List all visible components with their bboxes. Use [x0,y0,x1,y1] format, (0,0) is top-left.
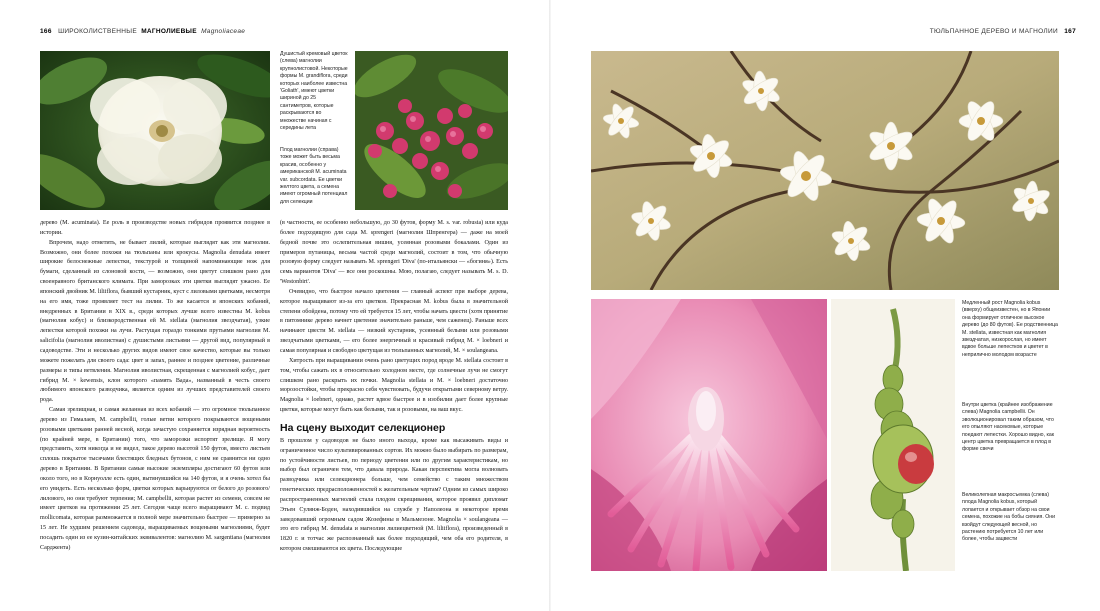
page-number-left: 166 [40,28,52,35]
caption-seed-pod: Великолепная макросъемка (слева) плода Magnolia kobus, который лопается и открывает обзор на свои семена, похожие на бобы сияния. Они взойдут следующей весной, но растению потребуется 10 лет или более, чтобы зацвести [962,492,1055,543]
paragraph: Очевидно, что быстрое начало цветения — главный аспект при выборе дерева, которое выращивают из-за его цветков. Прекрасная M. kobus была в значительной степени обойдена, потому что ей требуется 15 лет, чтобы начать цвести (хотя принятие в питомнике дерево начнет цветение значительно раньше, чем саженец). Раньше всех начинают цвести M. stellata — низкий кустарник, усеянный белыми или розовыми звездчатыми цветками, — его более энергичный и красивый гибрид M. × loebneri и самая популярная и свободно цветущая из тюльпанных магнолий, M. × soulangeana. [280,288,508,354]
caption-campbellii: Внутри цветка (крайнее изображение слева) Magnolia campbellii. Он эволюционировал таким образом, что его опыляют насекомые, которые поедают лепестки. Хорошо видно, как центр цветка превращается в плод в форме свечи [962,402,1054,453]
photo-magnolia-fruit [355,51,508,210]
caption-flower: Душистый кремовый цветок (слева) магнолии крупнолистовой. Некоторые формы M. grandiflora, среди которых наиболее известна 'Goliath', имеют цветки шириной до 25 сантиметров, которые раскрываются во множестве начиная с середины лета [280,51,348,132]
paragraph: Хитрость при выращивании очень рано цветущих пород вроде M. stellata состоит в том, чтобы сажать их в относительно холодном месте, где солнечные лучи не смогут слишком рано раскрыть их почки. Magnolia stellata и M. × loebneri достаточно морозостойки, чтобы прекрасно себя чувствовать, будучи открытыми северному ветру. Magnolia × loebneri, однако, растет вдвое быстрее и в изобилии дает более крупные цветки, которые могут быть как белыми, так и розовыми, на ваш вкус. [280,357,508,414]
paragraph: Самая зрелищная, и самая желанная из всех кобаний — это огромное тюльпанное дерево из Гималаев, M. campbellii, голые ветви которого покрываются вощеными розовыми цветками ранней весной, когда зачастую сохраняется изрядная вероятность (по крайней мере, в Британии) того, что заморозки испортят зрелище. Я могу представить, хотя никогда и не видел, такое дерево высотой 150 футов, вместо листьев сплошь покрытое тысячами блестящих бледных бутонов, с ним не сравнится ни одно дерево в Британии. В Британии самые высокие экземпляры достигают 60 футов или около того, но в Корнуолле есть один, вытянувшийся на 140 футов, и я очень хотел бы его увидеть. Есть несколько форм, цветки которых варьируются от белого до розового/лилового, но они требуют терпения; M. campbellii, которая растет из семени, совсем не имеет цветков на протяжении 25 лет. Сегодня чаще всего выращивают M. c. подвид mollicomata, которая размножается в полной мере значительно быстрее — примерно за 15 лет. Не худшим решением садовода, выращиваемых вощеными магнолиями, будет посадить один из ее кузин-китайских эквивалентов: магнолию M. sargentiana (магнолия Сарджента) [40,407,270,551]
paragraph: (в частности, ее особенно небольшую, до 30 футов, форму M. s. var. robusta) или куда более подходящую для сада M. sprengeri (магнолия Шпренгера) — даже на моей бедной почве это ослепительная вишня, усеянная розовыми бокалами. Один из примеров путаницы, весьма частой среди магнолий, состоит в том, что обычную розовую форму следует называть M. sprengeri 'Diva' (по-итальянски — «богиня»). Есть семь вариантов 'Diva' — все они роскошны. Мою, полагаю, следует называть M. s. D. 'Westonbirt'. [280,220,508,286]
caption-fruit: Плод магнолии (справа) тоже может быть весьма красив, особенно у американской M. acuminata var. subcordata. Ее цветки желтого цвета, а семена имеют огромный потенциал для селекции [280,147,348,205]
running-head-left [40,28,245,35]
photo-magnolia-kobus [591,51,1059,290]
body-column-1 [40,219,270,579]
running-head-family: МАГНОЛИЕВЫЕ [141,28,197,35]
photo-magnolia-seed-pod [831,299,955,571]
photo-magnolia-campbellii [591,299,827,571]
body-column-2 [280,219,508,579]
running-head-latin: Magnoliaceae [201,28,246,35]
photo-magnolia-flower [40,51,270,210]
paragraph: дерево (M. acuminata). Ее роль в производстве новых гибридов проявится позднее в истории. [40,220,270,236]
page-number-right: 167 [1064,28,1076,35]
caption-kobus: Медленный рост Magnolia kobus (вверху) общеизвестен, но в Японии она формирует отличное высокое дерево (до 80 футов). Ее родственница M. stellata, известная как магнолия звездчатая, низкорослая, но имеет вдвое больше лепестков и цветет в неприлично молодом возрасте [962,300,1058,358]
page-gutter [549,0,551,611]
section-heading: На сцену выходит селекционер [280,421,446,434]
running-head-right [930,28,1076,35]
paragraph: Впрочем, надо отметить, не бывает лилий, которые выглядят как эти магнолии. Возможно, они более похожи на тюльпаны или крокусы. Magnolia denudata имеет широкие белоснежные лепестки, текстурой и толщиной напоминающие нож для бумаги, сделанный из слоновой кости, — возможно, они цветут слишком рано для своенравного британского климата. При заморозках эти цветки выглядят ужасно. Ее японский двойник M. liliiflora, бывший кустарник, куст с лиловыми цветками, несмотря на его имя, тоже проявляет тест на лилии. То же касается и японских кобаний, внедренных в Британии в XIX в., среди которых лучше всего известны M. kobus (магнолия кобус) и близкородственная ей M. stellata (магнолия звездчатая), узкие лепестки которой похожи на лучи. Растущая гораздо тонкими прутьями магнолия M. salicifolia (магнолия иволистная) с душистыми листьями — другой вид, популярный в садоводстве. Эти и несколько других видов имеют свое качество, которые вы только можете пожелать для своего сада: цвет и запах, раннее и позднее цветение, различные размеры и типы ветвления. Магнолия иволистная, скрещенная с магнолией кобус, дает гибрид M. × kewensis, клон которого «память Вада», названный в честь своего любимого японского разводчика, является одним из лучших представителей своего рода. [40,239,270,404]
paragraph: В прошлом у садоводов не было иного выхода, кроме как высаживать виды и ограниченное число культивированных сортов. Их можно было выбирать по размерам, по устойчивости листьев, по периоду цветения или по другим характеристикам, но выбор был ограничен тем, что давала природа. Какая перспектива могла волновать разводчика или селекционера больше, чем семейство с таким множеством генетических предрасположенностей к желательным чертам? Одним из самых широко распространенных магнолий стала плодом скрещивания, которое проявил дипломат Этьен Сулянж-Боден, находившийся на службе у Наполеона и некоторое время заведовавший огромным садом Жозефины в Мальмезоне. Magnolia × soulangeana — это его гибрид M. denudata и магнолии лилиецветной (M. liliiflora), произведенный в 1820 г. и тотчас же распознанный как более подходящий, чем оба его родителя, в котором смешиваются их цвета. Последующие [280,437,508,553]
running-head-title: ТЮЛЬПАННОЕ ДЕРЕВО И МАГНОЛИИ [929,28,1058,35]
running-head-section: ШИРОКОЛИСТВЕННЫЕ [58,28,137,35]
